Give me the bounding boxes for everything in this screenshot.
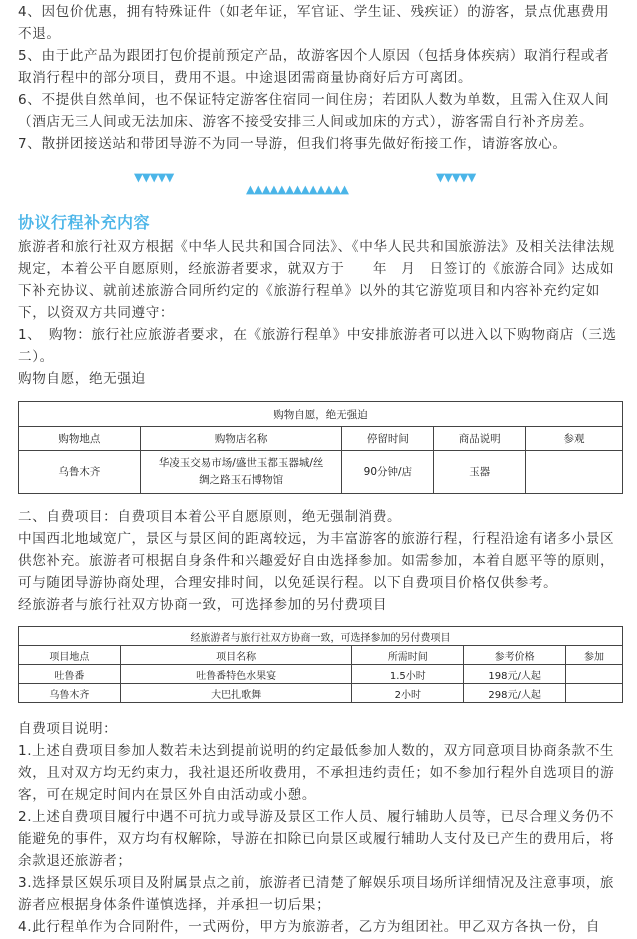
table-row — [19, 684, 623, 703]
notes-heading: 自费项目说明： — [18, 721, 118, 737]
table-header: 所需时间 — [352, 646, 464, 665]
shopping-product: 玉器 — [434, 451, 526, 494]
table-header: 停留时间 — [342, 427, 434, 451]
note-item-7: 7、散拼团接送站和带团导游不为同一导游，但我们将事先做好衔接工作，请游客放心。 — [18, 136, 567, 152]
note-item-6: 6、不提供自然单间，也不保证特定游客住宿同一间住房；若团队人数为单数，且需入住双人间（酒店无三人间或无法加床、游客不接受安排三人间或加床的方式），游客需自行补齐房差。 — [18, 92, 610, 130]
item-price: 298元/人起 — [464, 684, 566, 703]
optional-items-notes — [18, 718, 623, 938]
shopping-store-names — [140, 451, 342, 494]
down-triangles-left: ▼▼▼▼▼ — [134, 170, 174, 184]
item-name: 吐鲁番特色水果宴 — [120, 665, 352, 684]
item-price: 198元/人起 — [464, 665, 566, 684]
item-location: 吐鲁番 — [19, 665, 121, 684]
table-header: 购物店名称 — [140, 427, 342, 451]
table-header: 参观 — [526, 427, 623, 451]
store-names-line: 绸之路玉石博物馆 — [199, 474, 284, 486]
optional-table-caption: 经旅游者与旅行社双方协商一致，可选择参加的另付费项目 — [19, 627, 623, 646]
terms-notes — [18, 1, 623, 155]
down-triangles-right: ▼▼▼▼▼ — [436, 170, 476, 184]
note-paragraph: 3.选择景区娱乐项目及附属景点之前，旅游者已清楚了解娱乐项目场所详细情况及注意事项，旅游者应根据身体条件谨慎选择，并承担一切后果； — [18, 875, 615, 913]
shopping-voluntary-note: 购物自愿，绝无强迫 — [18, 371, 146, 387]
shopping-location: 乌鲁木齐 — [19, 451, 141, 494]
supplement-intro — [18, 236, 623, 390]
table-header: 项目地点 — [19, 646, 121, 665]
shopping-duration: 90分钟/店 — [342, 451, 434, 494]
table-row — [19, 665, 623, 684]
table-header: 购物地点 — [19, 427, 141, 451]
table-header: 参考价格 — [464, 646, 566, 665]
optional-items-agreement: 经旅游者与旅行社双方协商一致，可选择参加的另付费项目 — [18, 597, 388, 613]
decorative-divider — [18, 164, 623, 194]
note-paragraph: 1.上述自费项目参加人数若未达到提前说明的约定最低参加人数的，双方同意项目协商条款不生效，且对双方均无约束力，我社退还所收费用，不承担违约责任；如不参加行程外自选项目的游客，可在规定时间内在景区外自由活动或小憩。 — [18, 743, 615, 803]
optional-items-section — [18, 506, 623, 616]
item-location: 乌鲁木齐 — [19, 684, 121, 703]
note-paragraph: 4.此行程单作为合同附件，一式两份，甲方为旅游者，乙方为组团社。甲乙双方各执一份，自 — [18, 919, 600, 935]
optional-items-table — [18, 626, 623, 703]
table-header: 商品说明 — [434, 427, 526, 451]
note-item-5: 5、由于此产品为跟团打包价提前预定产品，故游客因个人原因（包括身体疾病）取消行程或者取消行程中的部分项目，费用不退。中途退团需商量协商好后方可离团。 — [18, 48, 610, 86]
section-title: 协议行程补充内容 — [18, 213, 151, 232]
item-time: 1.5小时 — [352, 665, 464, 684]
item-name: 大巴扎歌舞 — [120, 684, 352, 703]
table-header: 项目名称 — [120, 646, 352, 665]
item-join-cell — [566, 665, 623, 684]
shopping-clause: 1、 购物：旅行社应旅游者要求，在《旅游行程单》中安排旅游者可以进入以下购物商店（三选二）。 — [18, 327, 617, 365]
note-item-4: 4、因包价优惠，拥有特殊证件（如老年证，军官证、学生证、残疾证）的游客，景点优惠费用不退。 — [18, 4, 610, 42]
shopping-visit-cell — [526, 451, 623, 494]
optional-items-description: 中国西北地域宽广，景区与景区间的距离较远，为丰富游客的旅游行程，行程沿途有诸多小景区供您补充。旅游者可根据自身条件和兴趣爱好自由选择参加。如需参加，本着自愿平等的原则，可与随团导游协商处理，合理安排时间，以免延误行程。以下自费项目价格仅供参考。 — [18, 531, 615, 591]
optional-items-heading: 二、自费项目：自费项目本着公平自愿原则，绝无强制消费。 — [18, 509, 402, 525]
table-row — [19, 451, 623, 494]
note-paragraph: 2.上述自费项目履行中遇不可抗力或导游及景区工作人员、履行辅助人员等，已尽合理义务仍不能避免的事件，双方均有权解除，导游在扣除已向景区或履行辅助人支付及已产生的费用后，将余款退还旅游者； — [18, 809, 615, 869]
up-triangles-middle: ▲▲▲▲▲▲▲▲▲▲▲▲▲ — [246, 182, 348, 196]
intro-paragraph: 旅游者和旅行社双方根据《中华人民共和国合同法》、《中华人民共和国旅游法》及相关法律法规规定，本着公平自愿原则，经旅游者要求，就双方于 年 月 日签订的《旅游合同》达成如下补充协议、就前述旅游合同所约定的《旅游行程单》以外的其它游览项目和内容补充约定如下，以资双方共同遵守： — [18, 239, 615, 321]
table-header: 参加 — [566, 646, 623, 665]
item-time: 2小时 — [352, 684, 464, 703]
item-join-cell — [566, 684, 623, 703]
store-names-line: 华凌玉交易市场/盛世玉都玉器城/丝 — [158, 457, 324, 469]
shopping-table-caption: 购物自愿，绝无强迫 — [19, 402, 623, 427]
shopping-table — [18, 401, 623, 494]
